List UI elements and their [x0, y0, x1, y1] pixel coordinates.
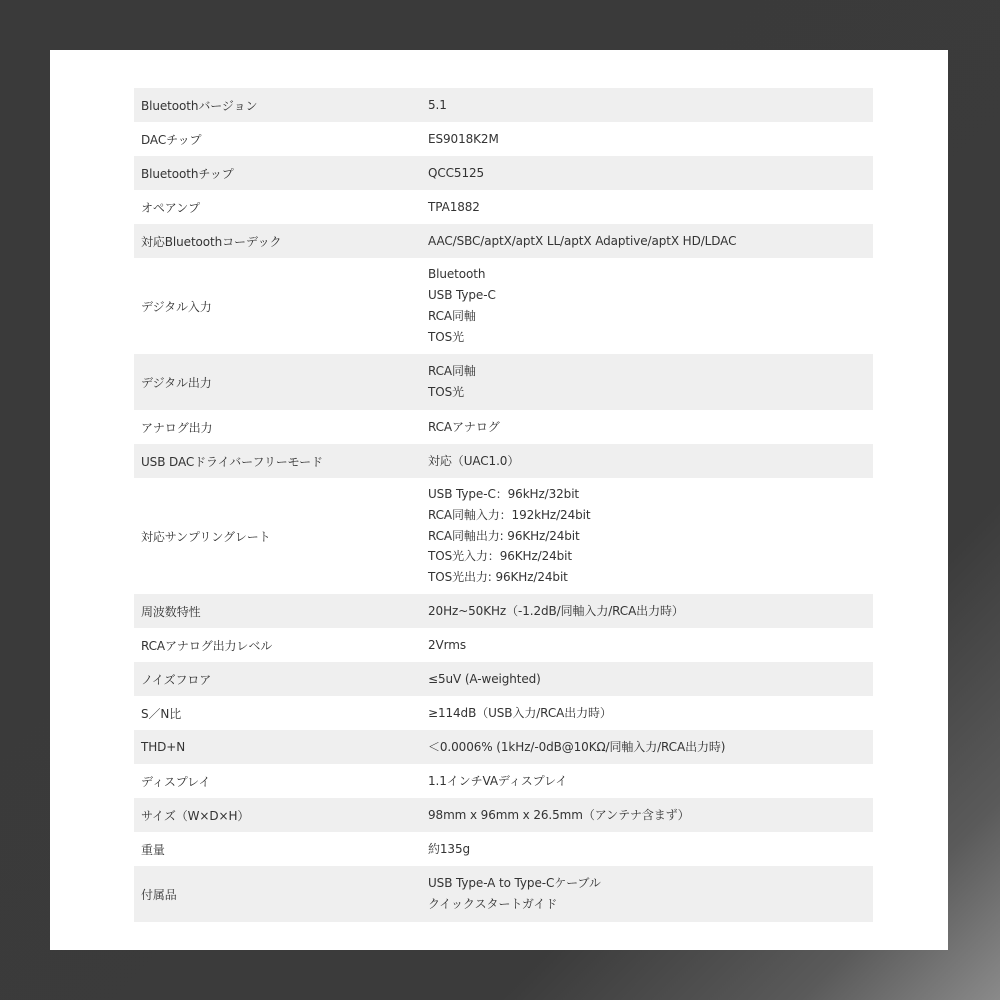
- spec-label: Bluetoothバージョン: [141, 98, 258, 113]
- spec-row-analog-output: [134, 410, 873, 444]
- spec-label: S／N比: [141, 706, 182, 721]
- spec-label: デジタル入力: [141, 299, 212, 314]
- spec-label: オペアンプ: [141, 200, 201, 215]
- spec-value: 1.1インチVAディスプレイ: [428, 773, 568, 788]
- spec-table: [134, 88, 873, 922]
- spec-value: ≤5uV (A-weighted): [428, 671, 541, 686]
- spec-label: THD+N: [141, 740, 186, 754]
- spec-row-size: [134, 798, 873, 832]
- spec-value: RCAアナログ: [428, 419, 500, 434]
- spec-label: Bluetoothチップ: [141, 166, 234, 181]
- spec-value: ES9018K2M: [428, 131, 499, 146]
- spec-value: USB Type-C：96kHz/32bit RCA同軸入力：192kHz/24bit RCA同軸出力: 96KHz/24bit TOS光入力：96KHz/24bit TOS光出力: 96KHz/24bit: [428, 487, 591, 585]
- spec-row-opamp: [134, 190, 873, 224]
- spec-label: 重量: [141, 842, 165, 857]
- spec-row-display: [134, 764, 873, 798]
- spec-value: 5.1: [428, 97, 447, 112]
- spec-label: アナログ出力: [141, 420, 213, 435]
- spec-row-thd-n: [134, 730, 873, 764]
- spec-row-weight: [134, 832, 873, 866]
- spec-value: 約135g: [428, 841, 471, 856]
- spec-value: QCC5125: [428, 165, 485, 180]
- spec-value: 20Hz~50KHz（-1.2dB/同軸入力/RCA出力時）: [428, 603, 684, 618]
- spec-value: ≥114dB（USB入力/RCA出力時）: [428, 705, 612, 720]
- spec-label: 対応サンプリングレート: [141, 529, 271, 544]
- spec-value: RCA同軸 TOS光: [428, 364, 476, 399]
- spec-value: 98mm x 96mm x 26.5mm（アンテナ含まず）: [428, 807, 690, 822]
- spec-label: デジタル出力: [141, 375, 212, 390]
- spec-row-codec: [134, 224, 873, 258]
- spec-row-noise-floor: [134, 662, 873, 696]
- spec-row-frequency-response: [134, 594, 873, 628]
- spec-label: DACチップ: [141, 132, 202, 147]
- spec-value: 対応（UAC1.0）: [428, 453, 520, 468]
- spec-value: TPA1882: [428, 199, 480, 214]
- spec-label: 周波数特性: [141, 604, 201, 619]
- spec-label: ノイズフロア: [141, 672, 212, 687]
- spec-row-digital-output: [134, 354, 873, 410]
- spec-row-sampling-rate: [134, 478, 873, 594]
- spec-value: 2Vrms: [428, 637, 467, 652]
- spec-label: 対応Bluetoothコーデック: [141, 234, 282, 249]
- spec-label: サイズ（W×D×H）: [141, 808, 250, 823]
- spec-row-snr: [134, 696, 873, 730]
- spec-value: ＜0.0006% (1kHz/-0dB@10KΩ/同軸入力/RCA出力時): [428, 739, 726, 754]
- spec-row-usb-dac-mode: [134, 444, 873, 478]
- spec-value: Bluetooth USB Type-C RCA同軸 TOS光: [428, 267, 496, 344]
- spec-row-accessories: [134, 866, 873, 922]
- spec-value: USB Type-A to Type-Cケーブル クイックスタートガイド: [428, 876, 601, 911]
- spec-row-dac-chip: [134, 122, 873, 156]
- spec-label: ディスプレイ: [141, 774, 211, 789]
- spec-value: AAC/SBC/aptX/aptX LL/aptX Adaptive/aptX HD/LDAC: [428, 233, 737, 248]
- spec-label: 付属品: [141, 887, 177, 902]
- spec-row-digital-input: [134, 258, 873, 354]
- spec-row-rca-output-level: [134, 628, 873, 662]
- spec-label: USB DACドライバーフリーモード: [141, 454, 323, 469]
- spec-label: RCAアナログ出力レベル: [141, 638, 273, 653]
- spec-card: [50, 50, 948, 950]
- spec-row-bluetooth-version: [134, 88, 873, 122]
- spec-row-bluetooth-chip: [134, 156, 873, 190]
